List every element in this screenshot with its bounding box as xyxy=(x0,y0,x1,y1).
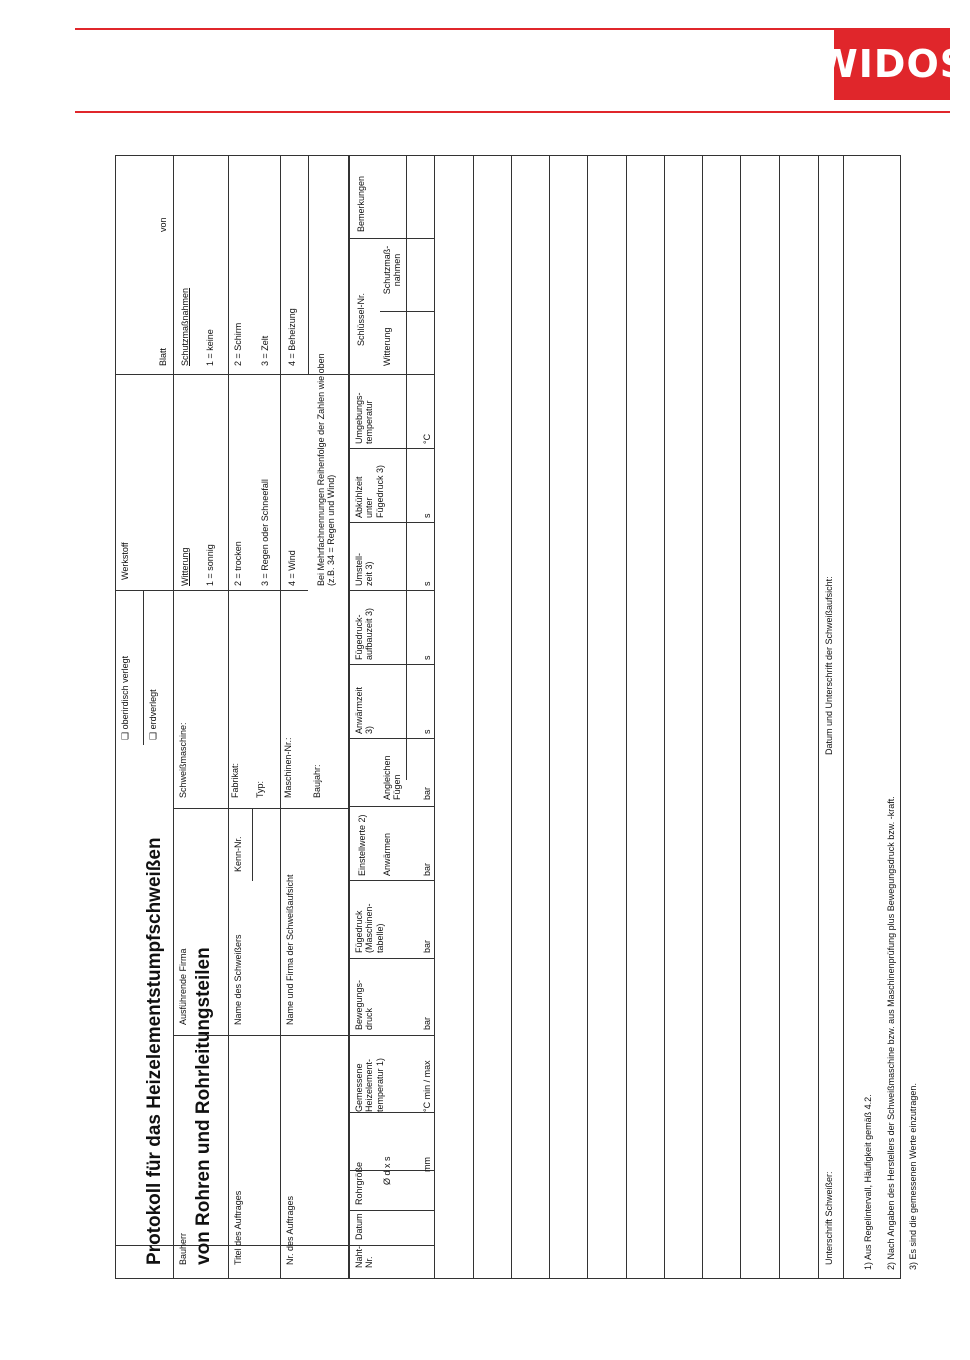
signature-schweissaufsicht: Datum und Unterschrift der Schweißaufsicht: xyxy=(824,576,834,755)
col-heizelement-unit: °C min / max xyxy=(422,1060,432,1112)
field-name-schweisser: Name des Schweißers xyxy=(233,934,243,1025)
divider-v xyxy=(434,155,435,1279)
schutz-legend-title: Schutzmaßnahmen xyxy=(180,287,190,366)
header-rule-top xyxy=(75,28,950,30)
field-blatt: Blatt xyxy=(158,347,168,366)
checkbox-erdverlegt[interactable]: ❑ erdverlegt xyxy=(148,689,158,740)
col-anwaermen: Anwärmen xyxy=(382,832,392,876)
col-einstellwerte: Einstellwerte 2) xyxy=(357,814,367,876)
divider-v xyxy=(779,155,780,1279)
divider-v xyxy=(626,155,627,1279)
field-kenn-nr: Kenn-Nr. xyxy=(233,836,243,872)
col-schutzmassnahmen: Schutzmaß- nahmen xyxy=(382,245,403,295)
col-anwaermzeit-unit: s xyxy=(422,729,432,734)
divider-v xyxy=(843,155,844,1279)
divider-v xyxy=(664,155,665,1279)
divider-v xyxy=(473,155,474,1279)
field-bauherr: Bauherr xyxy=(178,1232,188,1265)
col-bewegungsdruck-unit: bar xyxy=(422,1016,432,1030)
schutz-legend-item: 4 = Beheizung xyxy=(287,308,297,366)
col-heizelement-temp: Gemessene Heizelement- temperatur 1) xyxy=(354,1057,385,1112)
divider-v xyxy=(280,155,281,1279)
divider-h xyxy=(115,374,348,375)
footnotes xyxy=(852,570,931,1270)
col-anwaermzeit: Anwärmzeit 3) xyxy=(354,686,375,734)
field-maschinen-nr: Maschinen-Nr.: xyxy=(283,737,293,798)
col-witterung: Witterung xyxy=(382,327,392,366)
divider-v xyxy=(348,155,350,1279)
col-angleichen: Angleichen Fügen xyxy=(382,755,403,800)
field-titel-auftrages: Titel des Auftrages xyxy=(233,1190,243,1265)
schutz-legend-item: 1 = keine xyxy=(205,329,215,366)
divider-v xyxy=(406,155,407,780)
field-name-firma-aufsicht: Name und Firma der Schweißaufsicht xyxy=(285,874,295,1025)
col-bemerkungen: Bemerkungen xyxy=(356,175,366,232)
witterung-legend-item: 1 = sonnig xyxy=(205,544,215,586)
field-von: von xyxy=(158,217,168,232)
divider-v xyxy=(308,155,309,375)
header-rule-bottom xyxy=(75,111,950,113)
col-schluessel-nr: Schlüssel-Nr. xyxy=(356,292,366,346)
col-umstellzeit-unit: s xyxy=(422,581,432,586)
checkbox-oberirdisch[interactable]: ❑ oberirdisch verlegt xyxy=(120,655,130,740)
schutz-legend-item: 3 = Zelt xyxy=(260,335,270,366)
col-abkuehlzeit: Abkühlzeit unter Fügedruck 3) xyxy=(354,464,385,518)
footnote-1: 1) Aus Regelintervall, Häufigkeit gemäß 4.2. xyxy=(863,1094,874,1270)
divider-v xyxy=(252,808,253,881)
col-angleichen-unit: bar xyxy=(422,786,432,800)
col-fuegedruck-unit: bar xyxy=(422,939,432,953)
divider-v xyxy=(702,155,703,1279)
divider-v xyxy=(818,155,819,1279)
divider-h xyxy=(348,1112,434,1113)
witterung-legend-title: Witterung xyxy=(180,547,190,586)
divider-v xyxy=(740,155,741,1279)
col-rohrgroesse-unit: mm xyxy=(422,1157,432,1172)
col-fuegedruckaufbauzeit-unit: s xyxy=(422,655,432,660)
col-fuegedruck: Fügedruck (Maschinen- tabelle) xyxy=(354,903,385,953)
col-naht-nr: Naht- Nr. xyxy=(354,1245,375,1268)
col-bewegungsdruck: Bewegungs- druck xyxy=(354,979,375,1030)
footnote-3: 3) Es sind die gemessenen Werte einzutragen. xyxy=(908,1083,919,1270)
col-abkuehlzeit-unit: s xyxy=(422,513,432,518)
divider-v xyxy=(587,155,588,1279)
field-nr-auftrages: Nr. des Auftrages xyxy=(285,1195,295,1265)
divider-h xyxy=(115,590,308,591)
field-baujahr: Baujahr: xyxy=(312,764,322,798)
field-typ: Typ: xyxy=(255,780,265,798)
footnote-2: 2) Nach Angaben des Herstellers der Schweißmaschine bzw. aus Maschinenprüfung plus Bewegungsdruck bzw. -kraft. xyxy=(885,796,896,1270)
field-ausfuehrende-firma: Ausführende Firma xyxy=(178,948,188,1025)
divider-v xyxy=(549,155,550,1279)
col-rohrgroesse: Rohrgröße xyxy=(354,1161,364,1205)
col-umgebungstemperatur-unit: °C xyxy=(422,433,432,444)
widos-logo: WIDOS xyxy=(834,28,950,100)
divider-v xyxy=(511,155,512,1279)
witterung-legend-item: 4 = Wind xyxy=(287,550,297,586)
schutz-legend-item: 2 = Schirm xyxy=(233,322,243,366)
divider-h xyxy=(348,738,434,739)
col-anwaermen-unit: bar xyxy=(422,862,432,876)
mehrfach-note: Bei Mehrfachnennungen Reihenfolge der Zahlen wie oben (z.B. 34 = Regen und Wind) xyxy=(316,353,337,586)
witterung-legend-item: 2 = trocken xyxy=(233,541,243,586)
field-schweissmaschine: Schweißmaschine: xyxy=(178,722,188,798)
witterung-legend-item: 3 = Regen oder Schneefall xyxy=(260,479,270,586)
field-werkstoff: Werkstoff xyxy=(120,542,130,580)
field-fabrikat: Fabrikat: xyxy=(230,762,240,798)
col-umgebungstemperatur: Umgebungs- temperatur xyxy=(354,392,375,444)
divider-v xyxy=(143,590,144,745)
col-umstellzeit: Umstell- zeit 3) xyxy=(354,553,375,586)
page-title: Protokoll für das Heizelementstumpfschweißen von Rohren und Rohrleitungsteilen xyxy=(143,837,215,1265)
col-datum: Datum xyxy=(354,1213,364,1240)
signature-schweisser: Unterschrift Schweißer: xyxy=(824,1171,834,1265)
col-rohrgroesse-sub: Ø d x s xyxy=(382,1156,392,1185)
col-fuegedruckaufbauzeit: Fügedruck- aufbauzeit 3) xyxy=(354,607,375,660)
